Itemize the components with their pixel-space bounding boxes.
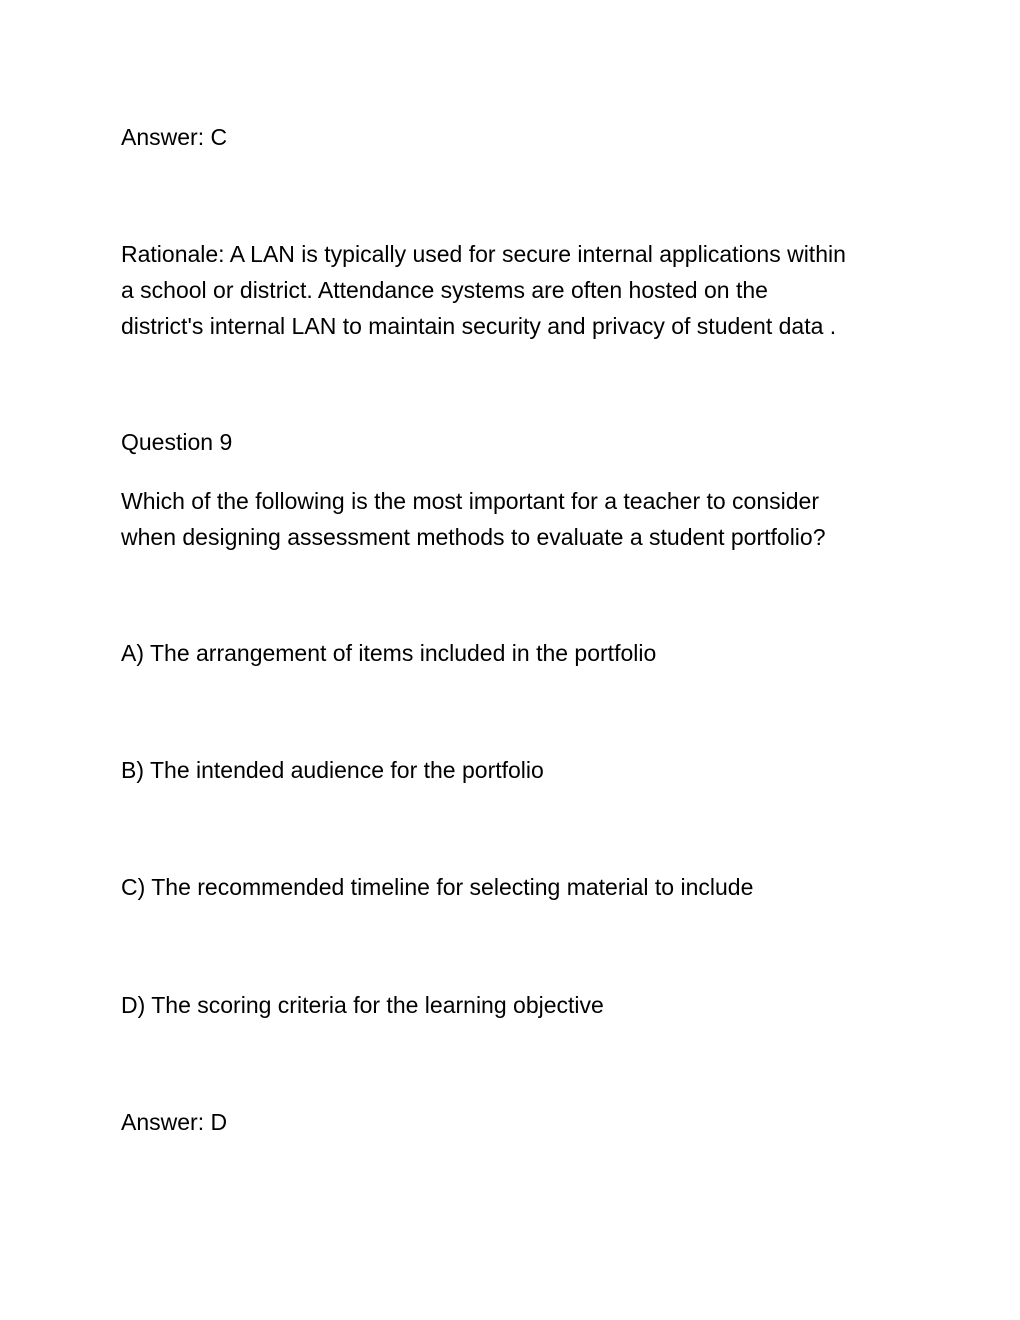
previous-answer: Answer: C: [121, 124, 228, 150]
option-d: D) The scoring criteria for the learning objective: [121, 992, 604, 1018]
rationale-line: a school or district. Attendance systems are often hosted on the: [121, 277, 768, 303]
question-line: when designing assessment methods to evaluate a student portfolio?: [121, 524, 826, 550]
rationale-line: Rationale: A LAN is typically used for secure internal applications within: [121, 241, 846, 267]
option-b: B) The intended audience for the portfolio: [121, 757, 544, 783]
rationale-paragraph: [121, 236, 911, 344]
question-text: [121, 483, 911, 555]
question-heading: Question 9: [121, 429, 233, 455]
option-c: C) The recommended timeline for selecting material to include: [121, 874, 754, 900]
rationale-line: district's internal LAN to maintain security and privacy of student data .: [121, 313, 837, 339]
question-answer: Answer: D: [121, 1109, 228, 1135]
question-line: Which of the following is the most important for a teacher to consider: [121, 488, 819, 514]
option-a: A) The arrangement of items included in the portfolio: [121, 640, 657, 666]
